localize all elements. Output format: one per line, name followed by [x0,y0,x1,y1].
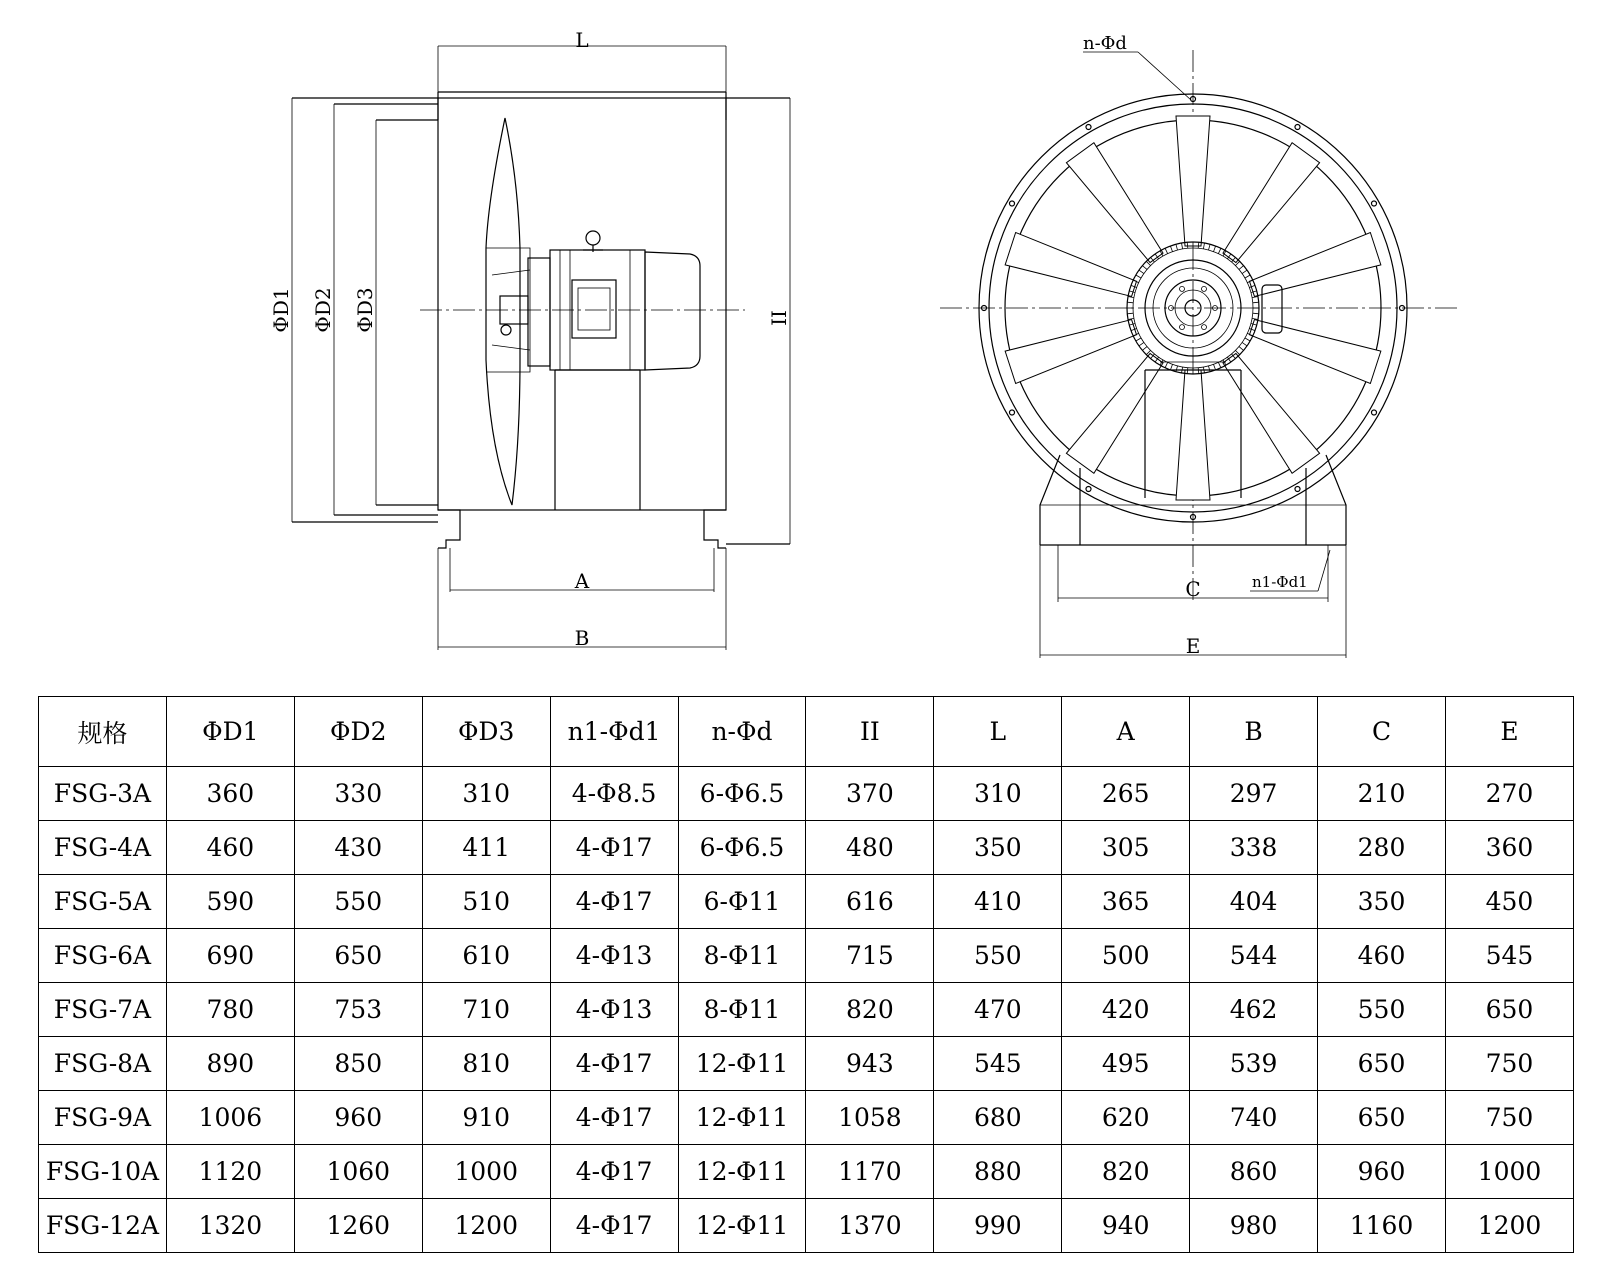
table-cell: 860 [1190,1145,1318,1199]
table-cell: 12-Φ11 [678,1199,806,1253]
motor [528,231,700,370]
side-feet [438,510,726,548]
table-cell: 265 [1062,767,1190,821]
dim-D2 [311,104,335,515]
header-cell: L [934,697,1062,767]
header-cell: E [1445,697,1573,767]
fan-blade [1066,348,1170,473]
table-cell: 4-Φ8.5 [550,767,678,821]
table-cell: 460 [166,821,294,875]
table-row [39,1091,1574,1145]
table-cell: 411 [422,821,550,875]
header-cell: 规格 [39,697,167,767]
table-row [39,1199,1574,1253]
header-cell: A [1062,697,1190,767]
dim-B [438,548,726,650]
table-cell: 4-Φ13 [550,983,678,1037]
table-cell: 1320 [166,1199,294,1253]
table-cell: 4-Φ17 [550,1199,678,1253]
table-cell: 500 [1062,929,1190,983]
table-cell: 210 [1318,767,1446,821]
table-cell: 960 [1318,1145,1446,1199]
table-cell: 850 [294,1037,422,1091]
table-row [39,821,1574,875]
table-cell: 12-Φ11 [678,1037,806,1091]
table-cell: 6-Φ6.5 [678,821,806,875]
bolt-hole [1086,487,1091,492]
label-D3: ΦD3 [353,287,377,333]
table-cell: 980 [1190,1199,1318,1253]
table-cell: 1200 [1445,1199,1573,1253]
table-cell: 1000 [422,1145,550,1199]
table-cell: 1160 [1318,1199,1446,1253]
dim-A [450,548,714,593]
table-cell: 430 [294,821,422,875]
table-cell: 910 [422,1091,550,1145]
table-cell: 404 [1190,875,1318,929]
model-cell: FSG-10A [39,1145,167,1199]
impeller-blade [486,118,530,505]
table-cell: 8-Φ11 [678,983,806,1037]
table-cell: 450 [1445,875,1573,929]
header-cell: C [1318,697,1446,767]
fan-blade [1216,348,1320,473]
table-cell: 780 [166,983,294,1037]
header-cell: B [1190,697,1318,767]
table-cell: 305 [1062,821,1190,875]
table-cell: 610 [422,929,550,983]
table-cell: 1370 [806,1199,934,1253]
table-cell: 545 [1445,929,1573,983]
table-cell: 960 [294,1091,422,1145]
bolt-hole [1372,410,1377,415]
fan-blade [1005,311,1139,384]
table-cell: 360 [166,767,294,821]
table-cell: 820 [1062,1145,1190,1199]
table-cell: 350 [1318,875,1446,929]
table-row [39,1037,1574,1091]
bolt-hole [1372,201,1377,206]
label-H: II [767,310,791,326]
table-cell: 338 [1190,821,1318,875]
bolt-hole [1295,487,1300,492]
header-cell: II [806,697,934,767]
header-cell: ΦD2 [294,697,422,767]
table-cell: 12-Φ11 [678,1091,806,1145]
side-view [269,28,791,650]
table-cell: 310 [422,767,550,821]
table-cell: 650 [1445,983,1573,1037]
fan-blade [1066,143,1170,268]
bolt-hole [1010,201,1015,206]
model-cell: FSG-5A [39,875,167,929]
header-cell: n-Φd [678,697,806,767]
table-cell: 650 [1318,1037,1446,1091]
leader-n-d [1083,33,1191,100]
table-cell: 360 [1445,821,1573,875]
bolt-hole [1295,125,1300,130]
table-cell: 470 [934,983,1062,1037]
model-cell: FSG-12A [39,1199,167,1253]
fan-blade [1216,143,1320,268]
table-cell: 943 [806,1037,934,1091]
header-cell: ΦD3 [422,697,550,767]
table-cell: 8-Φ11 [678,929,806,983]
leader-n1-d1 [1250,550,1330,591]
label-D2: ΦD2 [311,287,335,333]
table-cell: 1200 [422,1199,550,1253]
table-cell: 420 [1062,983,1190,1037]
table-cell: 750 [1445,1037,1573,1091]
model-cell: FSG-3A [39,767,167,821]
table-cell: 410 [934,875,1062,929]
model-cell: FSG-8A [39,1037,167,1091]
label-D1: ΦD1 [269,287,293,333]
table-cell: 365 [1062,875,1190,929]
table-cell: 550 [934,929,1062,983]
table-cell: 4-Φ13 [550,929,678,983]
spec-table [38,696,1574,1253]
table-cell: 1006 [166,1091,294,1145]
dim-H [767,98,791,544]
label-n1-d1: n1-Φd1 [1252,573,1308,591]
front-view [940,33,1460,658]
table-cell: 810 [422,1037,550,1091]
table-cell: 880 [934,1145,1062,1199]
table-cell: 616 [806,875,934,929]
table-cell: 1260 [294,1199,422,1253]
model-cell: FSG-6A [39,929,167,983]
table-cell: 740 [1190,1091,1318,1145]
table-cell: 1060 [294,1145,422,1199]
model-cell: FSG-4A [39,821,167,875]
table-cell: 280 [1318,821,1446,875]
table-cell: 510 [422,875,550,929]
table-cell: 545 [934,1037,1062,1091]
table-row [39,767,1574,821]
table-cell: 750 [1445,1091,1573,1145]
bolt-hole [1010,410,1015,415]
table-cell: 590 [166,875,294,929]
table-cell: 6-Φ6.5 [678,767,806,821]
table-cell: 650 [294,929,422,983]
table-cell: 990 [934,1199,1062,1253]
table-cell: 550 [1318,983,1446,1037]
table-header-row [39,697,1574,767]
table-cell: 620 [1062,1091,1190,1145]
table-cell: 544 [1190,929,1318,983]
table-cell: 330 [294,767,422,821]
table-cell: 940 [1062,1199,1190,1253]
dim-D1 [269,98,293,522]
table-cell: 12-Φ11 [678,1145,806,1199]
table-cell: 1058 [806,1091,934,1145]
table-cell: 4-Φ17 [550,875,678,929]
label-L: L [575,28,589,52]
table-cell: 539 [1190,1037,1318,1091]
table-cell: 4-Φ17 [550,821,678,875]
bolt-hole [1086,125,1091,130]
table-cell: 820 [806,983,934,1037]
table-cell: 4-Φ17 [550,1091,678,1145]
table-cell: 1170 [806,1145,934,1199]
fan-blade [1176,116,1210,246]
table-row [39,875,1574,929]
table-cell: 4-Φ17 [550,1145,678,1199]
label-E: E [1185,634,1201,658]
table-cell: 297 [1190,767,1318,821]
table-cell: 680 [934,1091,1062,1145]
dim-L [438,28,726,115]
table-row [39,929,1574,983]
model-cell: FSG-9A [39,1091,167,1145]
motor-support [555,370,640,510]
table-cell: 690 [166,929,294,983]
table-cell: 550 [294,875,422,929]
fan-blade [1005,233,1139,306]
table-cell: 650 [1318,1091,1446,1145]
label-B: B [574,626,590,650]
table-row [39,1145,1574,1199]
fan-blade [1247,233,1381,306]
table-cell: 6-Φ11 [678,875,806,929]
fan-blade [1176,370,1210,500]
table-cell: 370 [806,767,934,821]
table-cell: 753 [294,983,422,1037]
table-cell: 310 [934,767,1062,821]
table-cell: 480 [806,821,934,875]
fan-blade [1247,311,1381,384]
table-cell: 4-Φ17 [550,1037,678,1091]
model-cell: FSG-7A [39,983,167,1037]
table-cell: 270 [1445,767,1573,821]
header-cell: n1-Φd1 [550,697,678,767]
table-cell: 350 [934,821,1062,875]
table-cell: 1000 [1445,1145,1573,1199]
table-cell: 462 [1190,983,1318,1037]
table-cell: 460 [1318,929,1446,983]
dim-D3 [353,120,377,505]
table-cell: 495 [1062,1037,1190,1091]
label-A: A [574,569,590,593]
table-cell: 1120 [166,1145,294,1199]
header-cell: ΦD1 [166,697,294,767]
table-row [39,983,1574,1037]
label-C: C [1185,577,1201,601]
label-n-d: n-Φd [1083,33,1127,54]
table-cell: 710 [422,983,550,1037]
table-cell: 715 [806,929,934,983]
table-cell: 890 [166,1037,294,1091]
